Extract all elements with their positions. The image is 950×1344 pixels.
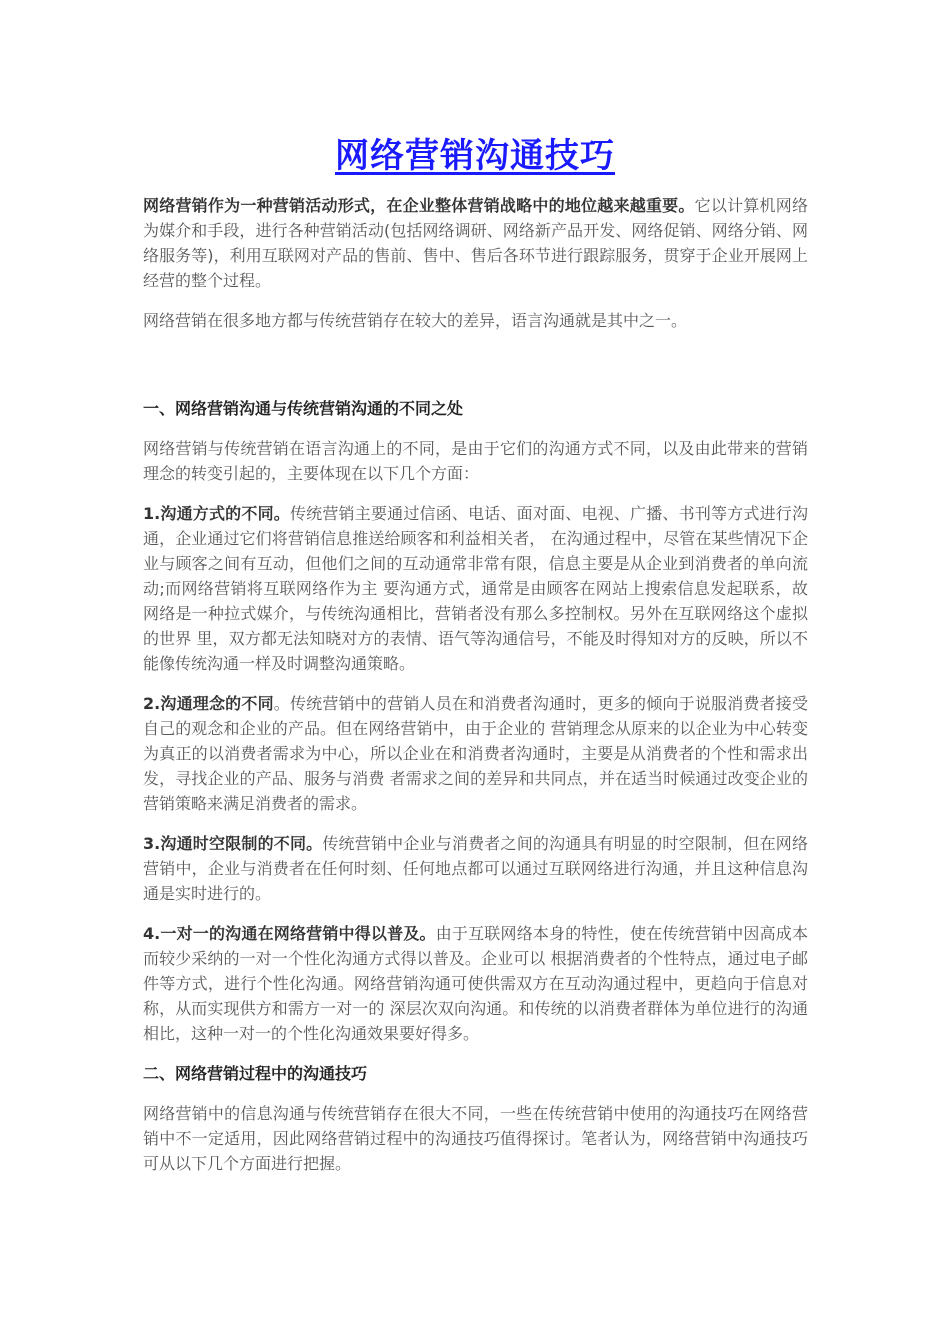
point-3	[143, 831, 808, 906]
intro-paragraph-2: 网络营销在很多地方都与传统营销存在较大的差异，语言沟通就是其中之一。	[143, 311, 688, 330]
section2-lead: 网络营销中的信息沟通与传统营销存在很大不同，一些在传统营销中使用的沟通技巧在网络营销中不一定适用，因此网络营销过程中的沟通技巧值得探讨。笔者认为，网络营销中沟通技巧可从以下几个方面进行把握。	[143, 1104, 808, 1173]
document-body	[143, 193, 808, 1191]
section1-heading: 一、网络营销沟通与传统营销沟通的不同之处	[143, 399, 464, 418]
intro-paragraph	[143, 193, 808, 293]
point-1-text: 传统营销主要通过信函、电话、面对面、电视、广播、书刊等方式进行沟通，企业通过它们将营销信息推送给顾客和利益相关者， 在沟通过程中，尽管在某些情况下企业与顾客之间有互动，但他们之间的互动通常非常有限，信息主要是从企业到消费者的单向流动;而网络营销将互联网络作为主 要沟通方式，通常是由顾客在网站上搜索信息发起联系，故网络是一种拉式媒介，与传统沟通相比，营销者没有那么多控制权。另外在互联网络这个虚拟的世界 里，双方都无法知晓对方的表情、语气等沟通信号，不能及时得知对方的反映，所以不能像传统沟通一样及时调整沟通策略。	[143, 504, 808, 673]
page-title: 网络营销沟通技巧	[335, 136, 615, 176]
spacer	[143, 348, 808, 396]
point-4	[143, 921, 808, 1046]
intro-text: 它以计算机网络为媒介和手段，进行各种营销活动(包括网络调研、网络新产品开发、网络促销、网络分销、网络服务等)，利用互联网对产品的售前、售中、售后各环节进行跟踪服务，贯穿于企业开展网上经营的整个过程。	[143, 196, 808, 290]
point-4-text: 由于互联网络本身的特性，使在传统营销中因高成本而较少采纳的一对一个性化沟通方式得以普及。企业可以 根据消费者的个性特点，通过电子邮件等方式，进行个性化沟通。网络营销沟通可使供需双方在互动沟通过程中，更趋向于信息对称，从而实现供方和需方一对一的 深层次双向沟通。和传统的以消费者群体为单位进行的沟通相比，这种一对一的个性化沟通效果要好得多。	[143, 924, 808, 1043]
point-2-title: 2.沟通理念的不同	[143, 694, 274, 713]
section1-lead: 网络营销与传统营销在语言沟通上的不同，是由于它们的沟通方式不同，以及由此带来的营销理念的转变引起的，主要体现在以下几个方面：	[143, 439, 808, 483]
point-1	[143, 501, 808, 676]
point-1-title: 1.沟通方式的不同。	[143, 504, 290, 523]
point-2-text: 。传统营销中的营销人员在和消费者沟通时，更多的倾向于说服消费者接受自己的观念和企业的产品。但在网络营销中，由于企业的 营销理念从原来的以企业为中心转变为真正的以消费者需求为中心，所以企业在和消费者沟通时，主要是从消费者的个性和需求出发，寻找企业的产品、服务与消费 者需求之间的差异和共同点，并在适当时候通过改变企业的营销策略来满足消费者的需求。	[143, 694, 808, 813]
point-3-title: 3.沟通时空限制的不同。	[143, 834, 323, 853]
point-4-title: 4.一对一的沟通在网络营销中得以普及。	[143, 924, 436, 943]
section2-heading: 二、网络营销过程中的沟通技巧	[143, 1064, 368, 1083]
point-2	[143, 691, 808, 816]
point-3-text: 传统营销中企业与消费者之间的沟通具有明显的时空限制，但在网络营销中，企业与消费者在任何时刻、任何地点都可以通过互联网络进行沟通，并且这种信息沟通是实时进行的。	[143, 834, 808, 903]
intro-bold-text: 网络营销作为一种营销活动形式，在企业整体营销战略中的地位越来越重要。	[143, 196, 695, 215]
